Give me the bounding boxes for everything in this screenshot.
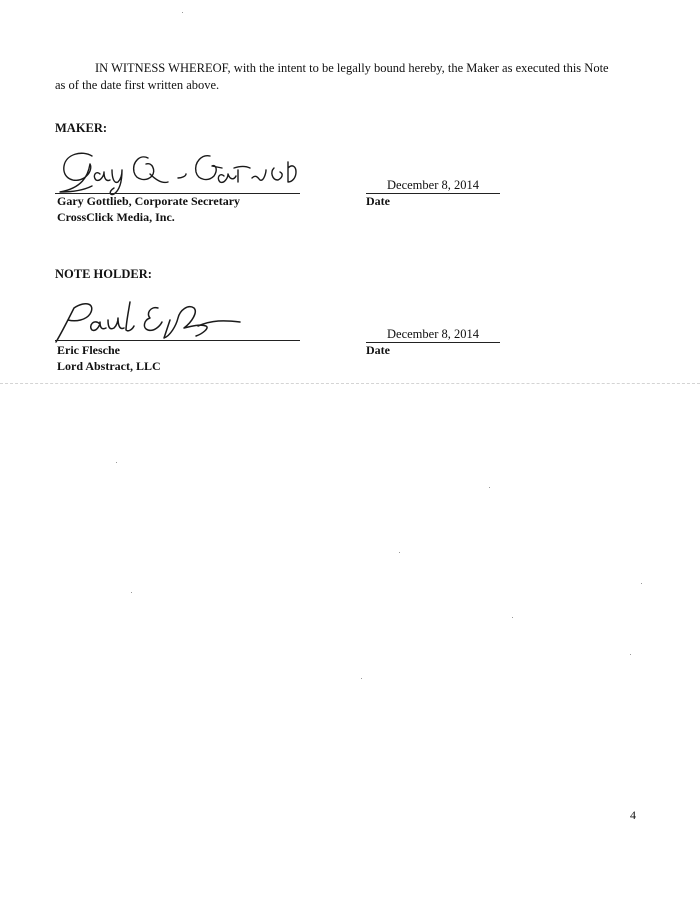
scan-speck <box>630 654 631 655</box>
note-holder-company-name: Lord Abstract, LLC <box>57 359 161 373</box>
note-holder-heading: NOTE HOLDER: <box>55 267 152 281</box>
maker-signature <box>52 148 312 198</box>
maker-date-label: Date <box>366 194 390 208</box>
witness-line-2: as of the date first written above. <box>55 78 220 92</box>
scan-artifact-line <box>0 383 700 384</box>
maker-signer-name: Gary Gottlieb, Corporate Secretary <box>57 194 241 208</box>
page-number: 4 <box>630 808 636 822</box>
scan-speck <box>489 487 490 488</box>
note-holder-date: December 8, 2014 <box>366 327 500 343</box>
scan-speck <box>131 592 132 593</box>
note-holder-date-label: Date <box>366 343 390 357</box>
scan-speck <box>182 12 183 13</box>
maker-company-name: CrossClick Media, Inc. <box>57 210 175 224</box>
note-holder-signature-line <box>55 340 300 341</box>
note-holder-signature <box>52 296 252 346</box>
witness-line-1: IN WITNESS WHEREOF, with the intent to be legally bound hereby, the Maker as executed this Note <box>95 61 609 75</box>
note-holder-signer-name: Eric Flesche <box>57 343 120 357</box>
maker-date: December 8, 2014 <box>366 178 500 194</box>
scan-speck <box>361 678 362 679</box>
maker-heading: MAKER: <box>55 121 108 135</box>
scan-speck <box>512 617 513 618</box>
witness-paragraph <box>55 60 655 94</box>
scan-speck <box>641 583 642 584</box>
scan-speck <box>399 552 400 553</box>
scan-speck <box>116 462 117 463</box>
